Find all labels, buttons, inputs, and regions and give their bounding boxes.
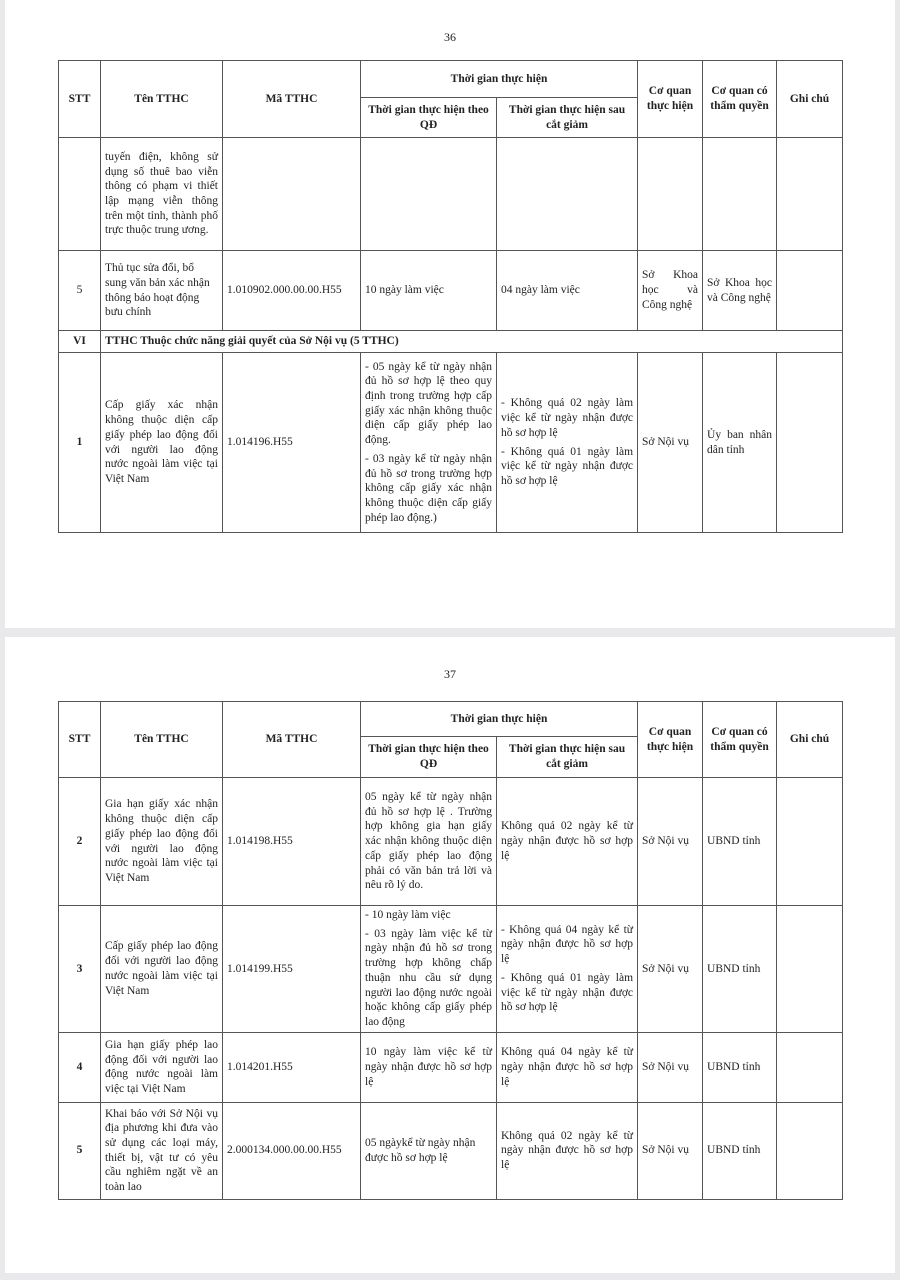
procedure-code: 1.014198.H55 <box>223 778 361 906</box>
header-sau-cat-giam: Thời gian thực hiện sau cắt giảm <box>497 98 638 138</box>
executing-agency: Sở Nội vụ <box>638 1032 703 1102</box>
table-row <box>59 778 843 906</box>
procedure-code: 2.000134.000.00.00.H55 <box>223 1102 361 1199</box>
time-sau-cat-giam-part: - Không quá 01 ngày làm việc kể từ ngày nhận được hồ sơ hợp lệ <box>501 445 634 487</box>
header-sau-cat-giam: Thời gian thực hiện sau cắt giảm <box>497 737 638 778</box>
time-theo-qd-part: - 03 ngày kể từ ngày nhận đủ hồ sơ trong trường hợp không cấp giấy xác nhận không thuộc diện cấp giấy phép lao động.) <box>365 452 492 524</box>
header-co-quan-tham-quyen: Cơ quan có thẩm quyền <box>703 702 777 778</box>
header-ghi-chu: Ghi chú <box>777 61 843 138</box>
header-row <box>59 61 843 98</box>
authority: UBND tỉnh <box>703 1032 777 1102</box>
row-stt: 3 <box>59 906 101 1033</box>
procedure-name: Thủ tục sửa đổi, bổ sung văn bản xác nhận thông báo hoạt động bưu chính <box>101 251 223 331</box>
header-ten: Tên TTHC <box>101 61 223 138</box>
header-stt: STT <box>59 702 101 778</box>
section-stt: VI <box>59 331 101 353</box>
section-title: TTHC Thuộc chức năng giải quyết của Sở Nội vụ (5 TTHC) <box>101 331 843 353</box>
procedure-code: 1.014196.H55 <box>223 353 361 533</box>
procedure-name: Cấp giấy phép lao động đối với người lao động nước ngoài làm việc tại Việt Nam <box>101 906 223 1033</box>
row-stt: 1 <box>59 353 101 533</box>
executing-agency: Sở Nội vụ <box>638 778 703 906</box>
header-co-quan-tham-quyen: Cơ quan có thẩm quyền <box>703 61 777 138</box>
executing-agency: Sở Khoa học và Công nghệ <box>638 251 703 331</box>
header-ma: Mã TTHC <box>223 61 361 138</box>
executing-agency: Sở Nội vụ <box>638 906 703 1033</box>
time-theo-qd-part: - 03 ngày làm việc kể từ ngày nhận đủ hồ sơ trong trường hợp không chấp thuận nhu cầu sử dụng người lao động nước ngoài hoặc không cấp giấy phép lao động <box>365 927 492 1029</box>
procedure-name: Gia hạn giấy phép lao động đối với người lao động nước ngoài làm việc tại Việt Nam <box>101 1032 223 1102</box>
executing-agency: Sở Nội vụ <box>638 1102 703 1199</box>
time-sau-cat-giam: Không quá 02 ngày kể từ ngày nhận được hồ sơ hợp lệ <box>497 1102 638 1199</box>
authority: UBND tỉnh <box>703 906 777 1033</box>
row-stt: 5 <box>59 1102 101 1199</box>
note <box>777 778 843 906</box>
note <box>777 906 843 1033</box>
time-theo-qd: 10 ngày làm việc <box>361 251 497 331</box>
header-ghi-chu: Ghi chú <box>777 702 843 778</box>
time-sau-cat-giam <box>497 906 638 1033</box>
procedure-table <box>58 60 843 533</box>
time-theo-qd-part: - 10 ngày làm việc <box>365 909 451 921</box>
table-row <box>59 1032 843 1102</box>
header-theo-qd: Thời gian thực hiện theo QĐ <box>361 737 497 778</box>
time-theo-qd: 10 ngày làm việc kể từ ngày nhận được hồ sơ hợp lệ <box>361 1032 497 1102</box>
document-page-37 <box>5 637 895 1273</box>
header-thoigian: Thời gian thực hiện <box>361 61 638 98</box>
row-stt: 2 <box>59 778 101 906</box>
time-sau-cat-giam: 04 ngày làm việc <box>497 251 638 331</box>
time-theo-qd: 05 ngày kể từ ngày nhận đủ hồ sơ hợp lệ . Trường hợp không gia hạn giấy xác nhận không thuộc diện cấp giấy phép lao động phải có văn bản trả lời và nêu rõ lý do. <box>361 778 497 906</box>
section-row <box>59 331 843 353</box>
header-thoigian: Thời gian thực hiện <box>361 702 638 737</box>
time-theo-qd <box>361 906 497 1033</box>
time-sau-cat-giam-part: - Không quá 04 ngày kể từ ngày nhận được hồ sơ hợp lệ <box>501 923 634 966</box>
time-theo-qd-part: - 05 ngày kể từ ngày nhận đủ hồ sơ hợp lệ theo quy định trong trường hợp cấp giấy xác nhận không thuộc diện cấp giấy phép lao động. <box>365 360 492 447</box>
procedure-name: Cấp giấy xác nhận không thuộc diện cấp giấy phép lao động đối với người lao động nước ngoài làm việc tại Việt Nam <box>101 353 223 533</box>
procedure-table <box>58 701 843 1200</box>
header-co-quan-thuc-hien: Cơ quan thực hiện <box>638 702 703 778</box>
table-row <box>59 353 843 533</box>
table-row <box>59 1102 843 1199</box>
time-sau-cat-giam-part: - Không quá 01 ngày làm việc kể từ ngày nhận được hồ sơ hợp lệ <box>501 971 634 1014</box>
header-theo-qd: Thời gian thực hiện theo QĐ <box>361 98 497 138</box>
row-stt: 5 <box>59 251 101 331</box>
authority: Ủy ban nhân dân tỉnh <box>703 353 777 533</box>
time-theo-qd <box>361 353 497 533</box>
header-row <box>59 702 843 737</box>
procedure-code: 1.014199.H55 <box>223 906 361 1033</box>
time-sau-cat-giam: Không quá 02 ngày kể từ ngày nhận được hồ sơ hợp lệ <box>497 778 638 906</box>
header-co-quan-thuc-hien: Cơ quan thực hiện <box>638 61 703 138</box>
header-ma: Mã TTHC <box>223 702 361 778</box>
note <box>777 1102 843 1199</box>
procedure-name: Gia hạn giấy xác nhận không thuộc diện cấp giấy phép lao động đối với người lao động nước ngoài làm việc tại Việt Nam <box>101 778 223 906</box>
procedure-code: 1.014201.H55 <box>223 1032 361 1102</box>
time-sau-cat-giam: Không quá 04 ngày kể từ ngày nhận được hồ sơ hợp lệ <box>497 1032 638 1102</box>
row-stt: 4 <box>59 1032 101 1102</box>
document-page-36 <box>5 0 895 628</box>
header-ten: Tên TTHC <box>101 702 223 778</box>
table-row <box>59 251 843 331</box>
procedure-code: 1.010902.000.00.00.H55 <box>223 251 361 331</box>
time-sau-cat-giam <box>497 353 638 533</box>
note <box>777 353 843 533</box>
executing-agency: Sở Nội vụ <box>638 353 703 533</box>
time-theo-qd: 05 ngàykể từ ngày nhận được hồ sơ hợp lệ <box>361 1102 497 1199</box>
procedure-name: tuyến điện, không sử dụng số thuê bao viễn thông có phạm vi thiết lập mạng viễn thông trên một tỉnh, thành phố trực thuộc trung ương. <box>101 138 223 251</box>
page-number: 36 <box>444 30 456 44</box>
authority: UBND tỉnh <box>703 778 777 906</box>
authority: UBND tỉnh <box>703 1102 777 1199</box>
note <box>777 251 843 331</box>
note <box>777 1032 843 1102</box>
authority: Sở Khoa học và Công nghệ <box>703 251 777 331</box>
header-stt: STT <box>59 61 101 138</box>
table-row <box>59 906 843 1033</box>
page-number: 37 <box>444 667 456 681</box>
table-row <box>59 138 843 251</box>
procedure-name: Khai báo với Sở Nội vụ địa phương khi đưa vào sử dụng các loại máy, thiết bị, vật tư có yêu cầu nghiêm ngặt về an toàn lao <box>101 1102 223 1199</box>
time-sau-cat-giam-part: - Không quá 02 ngày làm việc kể từ ngày nhận được hồ sơ hợp lệ <box>501 397 634 439</box>
